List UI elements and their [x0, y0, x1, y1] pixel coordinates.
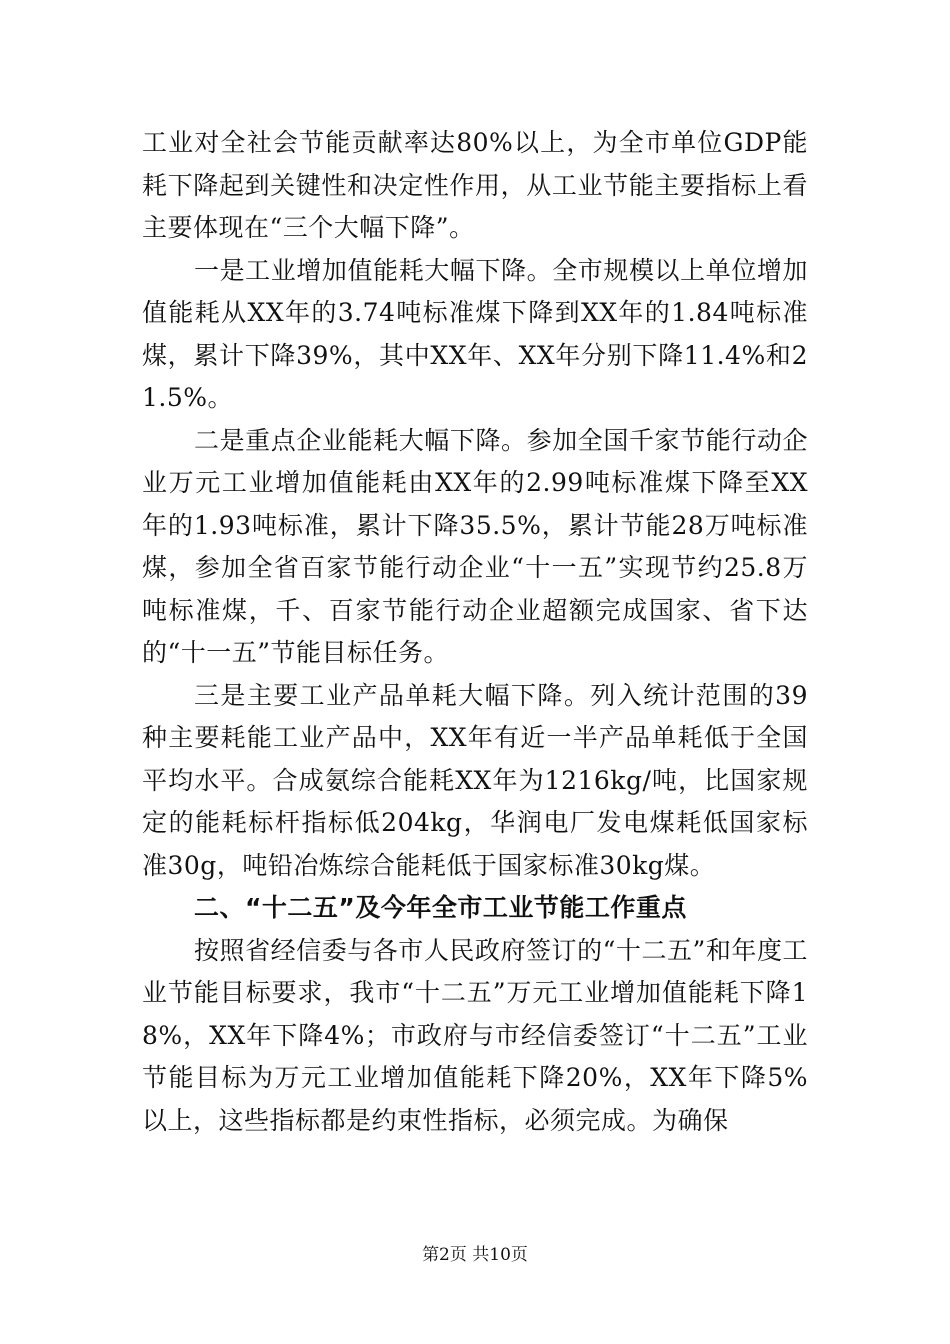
section-heading: 二、“十二五”及今年全市工业节能工作重点	[194, 893, 687, 922]
paragraph-section-two: 按照省经信委与各市人民政府签订的“十二五”和年度工业节能目标要求，我市“十二五”万元工业增加值能耗下降18%，XX年下降4%；市政府与市经信委签订“十二五”工业节能目标为万元工业增加值能耗下降20%，XX年下降5%以上，这些指标都是约束性指标，必须完成。为确保	[142, 935, 808, 1135]
document-body	[142, 122, 808, 1142]
page-number-footer: 第2页 共10页	[422, 1245, 528, 1265]
paragraph-point-three: 三是主要工业产品单耗大幅下降。列入统计范围的39种主要耗能工业产品中，XX年有近一半产品单耗低于全国平均水平。合成氨综合能耗XX年为1216kg/吨，比国家规定的能耗标杆指标低204kg，华润电厂发电煤耗低国家标准30g，吨铅冶炼综合能耗低于国家标准30kg煤。	[142, 680, 808, 880]
paragraph-point-two: 二是重点企业能耗大幅下降。参加全国千家节能行动企业万元工业增加值能耗由XX年的2.99吨标准煤下降至XX年的1.93吨标准，累计下降35.5%，累计节能28万吨标准煤，参加全省百家节能行动企业“十一五”实现节约25.8万吨标准煤，千、百家节能行动企业超额完成国家、省下达的“十一五”节能目标任务。	[142, 425, 808, 667]
paragraph-intro: 工业对全社会节能贡献率达80%以上，为全市单位GDP能耗下降起到关键性和决定性作用，从工业节能主要指标上看主要体现在“三个大幅下降”。	[142, 128, 808, 242]
paragraph-point-one: 一是工业增加值能耗大幅下降。全市规模以上单位增加值能耗从XX年的3.74吨标准煤下降到XX年的1.84吨标准煤，累计下降39%，其中XX年、XX年分别下降11.4%和21.5%。	[142, 255, 808, 412]
